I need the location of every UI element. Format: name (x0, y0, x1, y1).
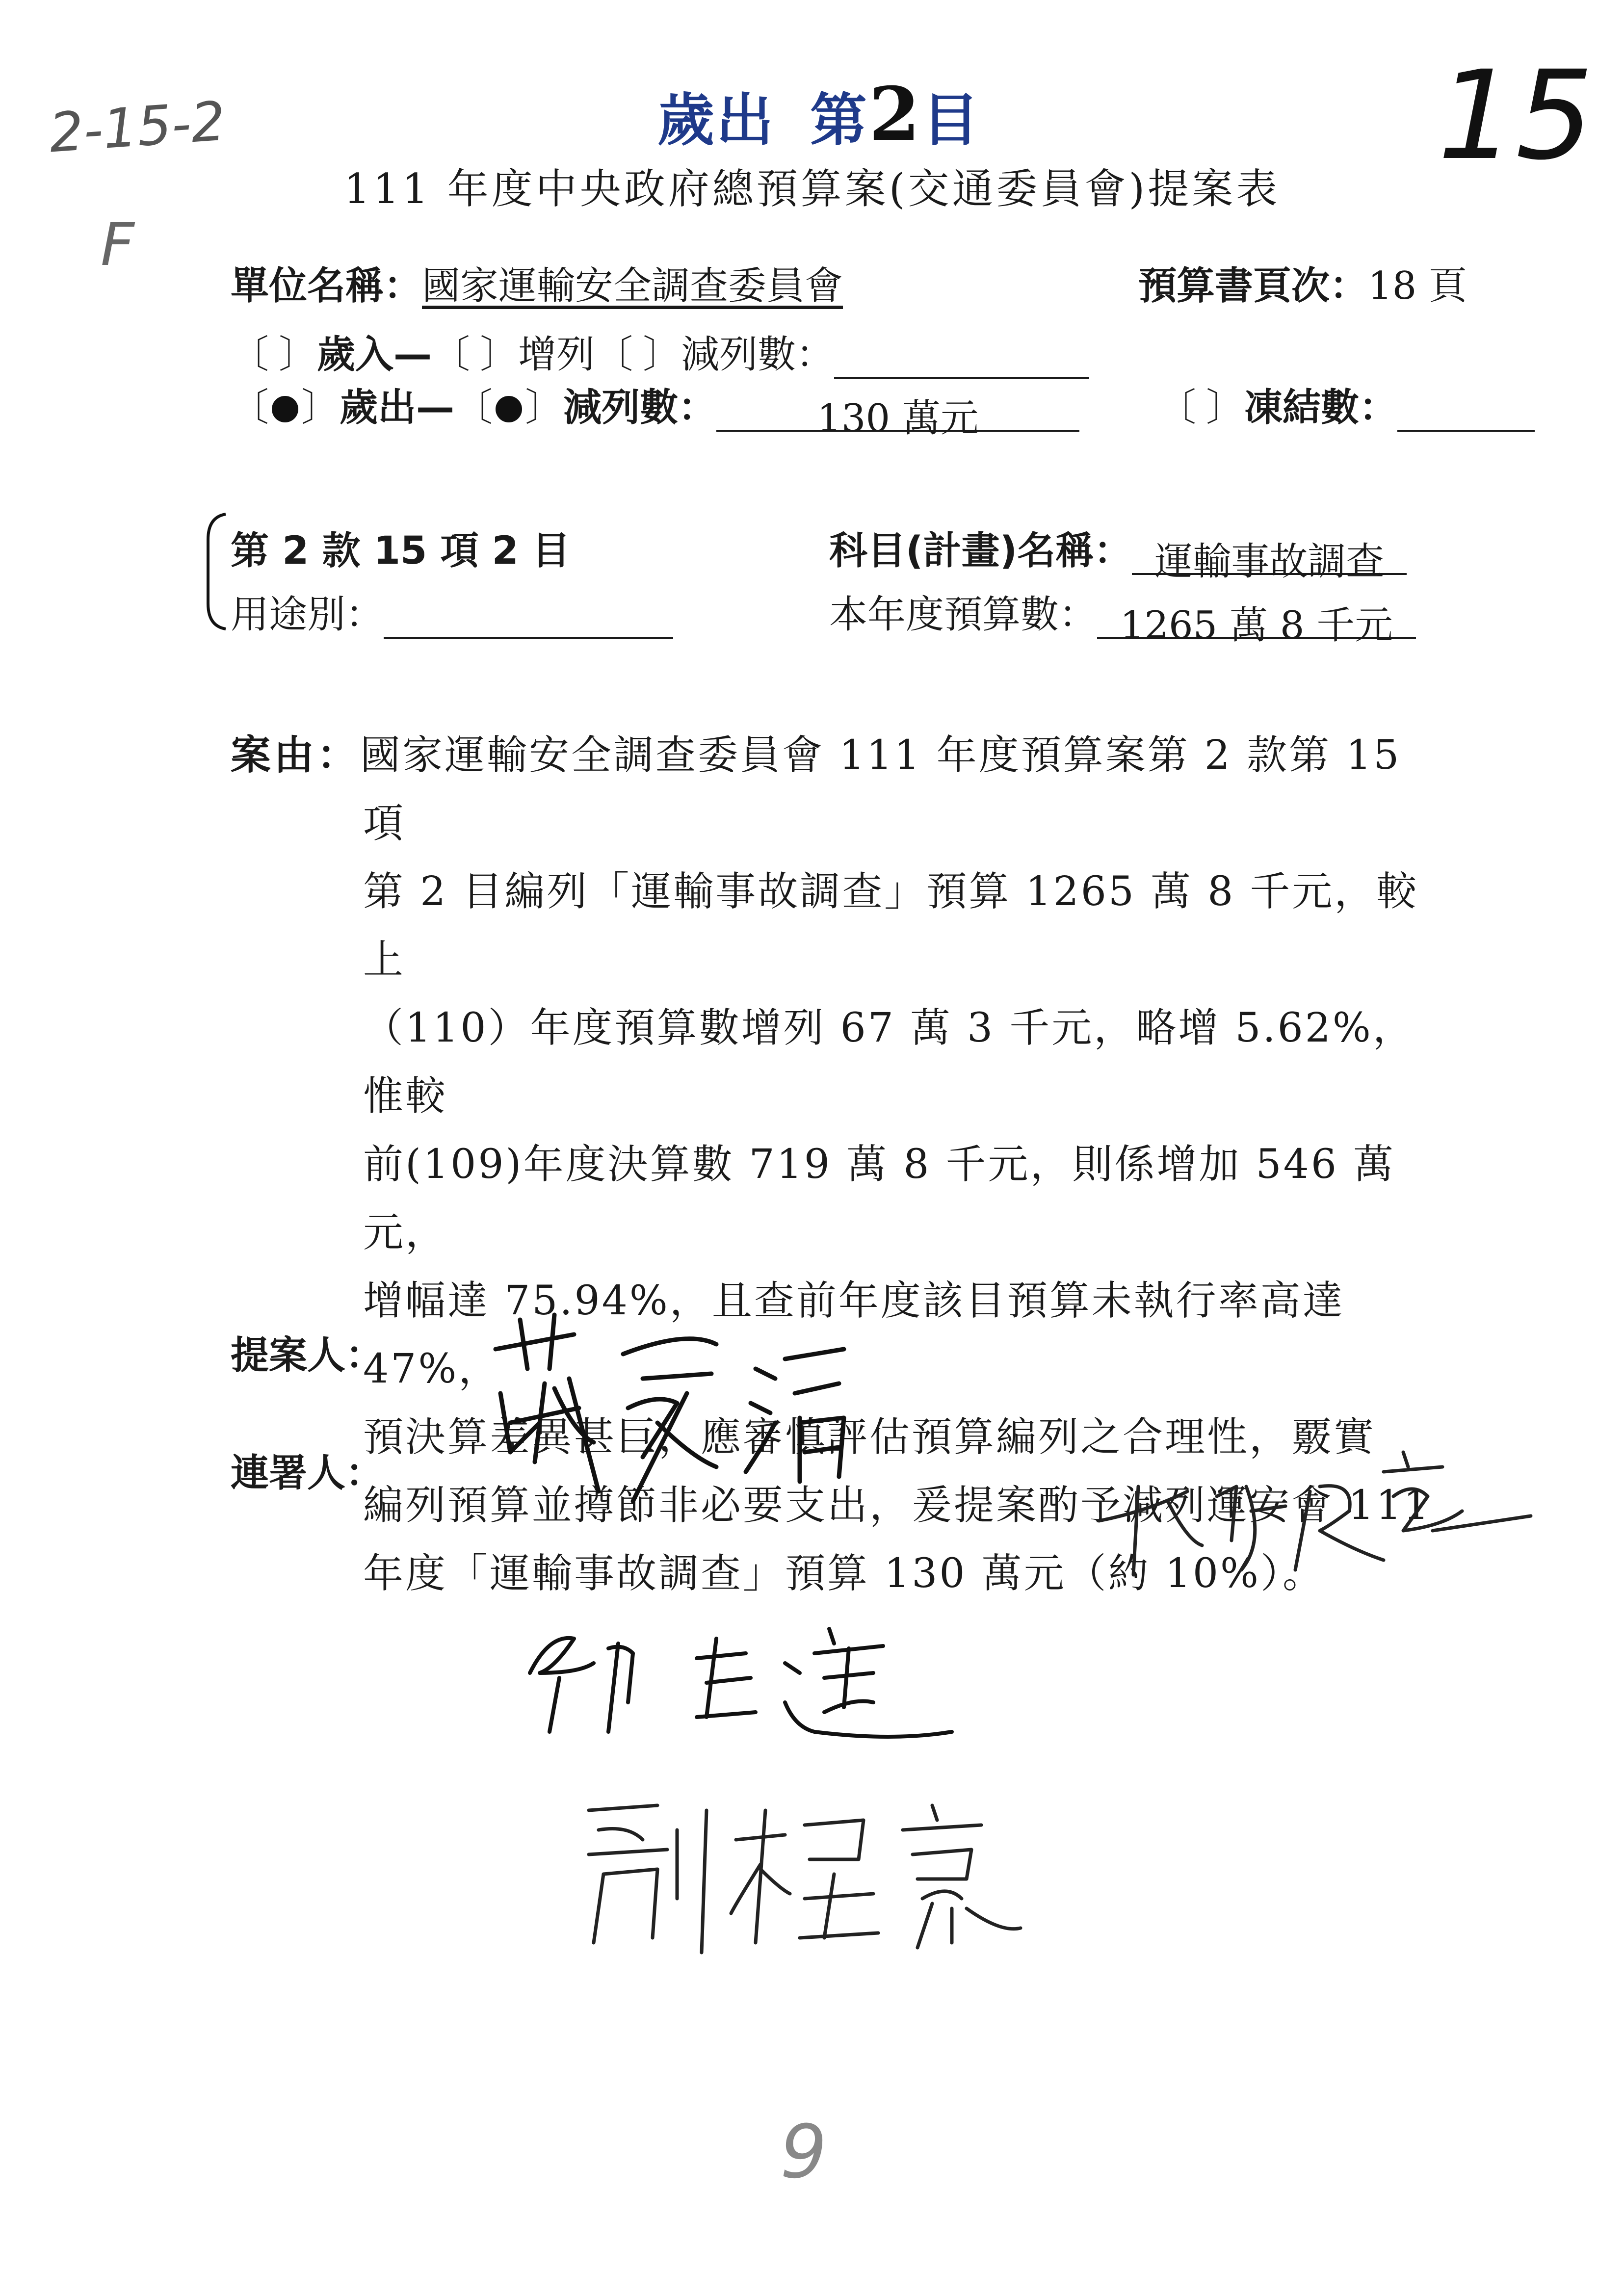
stamp-number: 2 (868, 71, 922, 157)
usage-field (384, 595, 673, 639)
revenue-label: 歲入— (317, 333, 432, 377)
bracket-close: 〕 (1206, 386, 1245, 430)
signature-proposer (481, 1295, 854, 1521)
usage-row (231, 584, 673, 639)
freeze-label: 凍結數： (1244, 386, 1398, 430)
budget-page-row (1138, 255, 1467, 310)
budget-value: 1265 萬 8 千元 (1097, 595, 1416, 639)
stamp-prefix: 歲出 (657, 87, 775, 154)
bracket-close: 〕 (279, 333, 317, 377)
bracket-open: 〔 (432, 333, 471, 377)
proposer-label: 提案人： (231, 1333, 384, 1378)
expense-decrease-label: 減列數： (563, 386, 717, 430)
expense-decrease-value: 130 萬元 (716, 388, 1079, 432)
revenue-increase: 增列 (518, 333, 595, 377)
handwritten-letter: F (101, 211, 135, 279)
reason-line: 國家運輸安全調查委員會 111 年度預算案第 2 款第 15 項 (360, 732, 1401, 847)
unit-value: 國家運輸安全調查委員會 (422, 264, 843, 308)
subject-value: 運輸事故調查 (1132, 531, 1407, 575)
reason-line: （110）年度預算數增列 67 萬 3 千元，略增 5.62%，惟較 (363, 1005, 1415, 1120)
cosigner-label: 連署人： (231, 1451, 384, 1495)
bracket-open: 〔 (231, 333, 269, 377)
revenue-decrease-label: 減列數： (681, 333, 835, 377)
freeze-field (1397, 388, 1535, 432)
subject-row (829, 520, 1407, 584)
freeze-row (1158, 377, 1535, 432)
reason-line: 第 2 目編列「運輸事故調查」預算 1265 萬 8 千元，較上 (363, 868, 1419, 983)
budget-page-label: 預算書頁次： (1138, 264, 1368, 308)
bracket-close: 〕 (480, 333, 519, 377)
reason-line: 編列預算並撙節非必要支出，爰提案酌予減列運安會 111 (363, 1482, 1431, 1529)
bracket-open: 〔 (595, 333, 633, 377)
bracket-open: 〔 (1158, 386, 1197, 430)
signature-3 (559, 1776, 1050, 1962)
bracket-close: 〕 (643, 333, 681, 377)
unit-label: 單位名稱： (231, 264, 422, 308)
handwritten-page-number: 15 (1438, 44, 1594, 187)
stamp-suffix: 目 (922, 87, 981, 154)
expense-row (231, 377, 1079, 441)
bracket-open: 〔 (454, 386, 493, 430)
budget-page-value: 18 頁 (1368, 264, 1467, 308)
bracket-open: 〔 (231, 386, 269, 430)
revenue-row (231, 324, 1089, 379)
checked-dot-icon (272, 396, 298, 422)
item-code-text: 第 2 款 15 項 2 目 (231, 529, 571, 573)
reason-line: 增幅達 75.94%，且查前年度該目預算未執行率高達 47%， (363, 1278, 1345, 1392)
bracket-close: 〕 (301, 386, 340, 430)
stamp-middle: 第 (810, 87, 869, 154)
usage-label: 用途別： (231, 593, 384, 637)
reason-line: 年度「運輸事故調查」預算 130 萬元（約 10%）。 (363, 1550, 1325, 1597)
reason-label: 案由： (231, 732, 361, 779)
unit-row (231, 255, 843, 310)
footer-page-number: 9 (780, 2110, 827, 2195)
signature-2 (510, 1599, 991, 1747)
revenue-decrease-field (834, 335, 1089, 379)
page-title: 111 年度中央政府總預算案(交通委員會)提案表 (343, 165, 1281, 213)
handwritten-code: 2-15-2 (47, 89, 228, 165)
section-stamp (657, 71, 981, 157)
budget-row (829, 584, 1416, 648)
reason-line: 預決算差異甚巨，應審慎評估預算編列之合理性，覈實 (363, 1414, 1376, 1461)
signature-1 (1089, 1413, 1541, 1590)
budget-label: 本年度預算數： (829, 593, 1098, 637)
checked-dot-icon (496, 396, 522, 422)
item-bracket (201, 510, 231, 633)
subject-label: 科目(計畫)名稱： (829, 529, 1132, 573)
item-code (231, 520, 570, 575)
reason-line: 前(109)年度決算數 719 萬 8 千元，則係增加 546 萬元， (363, 1141, 1396, 1256)
expense-label: 歲出— (340, 386, 455, 430)
bracket-close: 〕 (525, 386, 564, 430)
